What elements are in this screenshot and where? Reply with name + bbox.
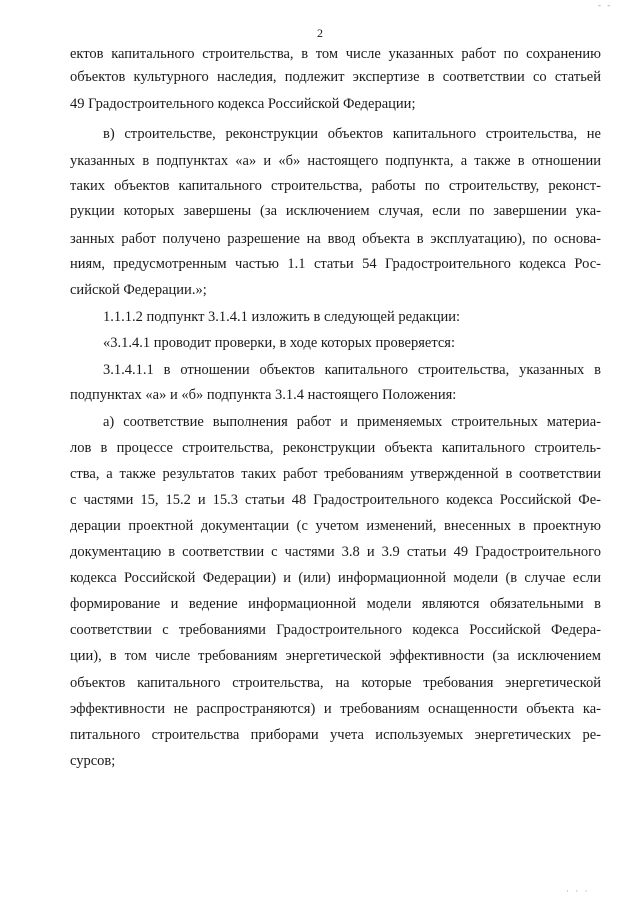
text-line: 49 Градостроительного кодекса Российской Федерации; (70, 96, 416, 112)
text-line: объектов культурного наследия, подлежит экспертизе в соответствии со статьей (70, 69, 601, 85)
text-line: документацию в соответствии с частями 3.8 и 3.9 статьи 49 Градостроительного (70, 544, 601, 560)
text-line: сурсов; (70, 753, 116, 769)
text-line: ектов капитального строительства, в том числе указанных работ по сохранению (70, 46, 601, 62)
text-line: занных работ получено разрешение на ввод объекта в эксплуатацию), по основа- (70, 231, 601, 247)
text-line: эффективности не распространяются) и требованиям оснащенности объекта ка- (70, 701, 601, 717)
text-line: «3.1.4.1 проводит проверки, в ходе которых проверяется: (103, 335, 455, 351)
text-line: ции), в том числе требованиям энергетической эффективности (за исключением (70, 648, 601, 664)
text-line: ства, а также результатов таких работ требованиям утвержденной в соответствии (70, 466, 601, 482)
text-line: лов в процессе строительства, реконструкции объекта капитального строитель- (70, 440, 601, 456)
text-line: 3.1.4.1.1 в отношении объектов капитального строительства, указанных в (103, 362, 601, 378)
text-line: в) строительстве, реконструкции объектов капитального строительства, не (103, 126, 601, 142)
text-line: а) соответствие выполнения работ и применяемых строительных материа- (103, 414, 601, 430)
text-line: объектов капитального строительства, на которые требования энергетической (70, 675, 601, 691)
scan-artifact-top: ‐ ‐ (598, 0, 613, 10)
page-number: 2 (317, 26, 323, 40)
text-line: рукции которых завершены (за исключением случая, если по завершении ука- (70, 203, 601, 219)
text-line: 1.1.1.2 подпункт 3.1.4.1 изложить в следующей редакции: (103, 309, 461, 325)
text-line: дерации проектной документации (с учетом изменений, внесенных в проектную (70, 518, 601, 534)
scan-artifact-bottom: · · · (566, 886, 590, 896)
text-line: сийской Федерации.»; (70, 282, 207, 298)
text-line: питального строительства приборами учета используемых энергетических ре- (70, 727, 601, 743)
text-line: соответствии с требованиями Градостроительного кодекса Российской Федера- (70, 622, 601, 638)
text-line: ниям, предусмотренным частью 1.1 статьи 54 Градостроительного кодекса Рос- (70, 256, 601, 272)
text-line: кодекса Российской Федерации) и (или) информационной модели (в случае если (70, 570, 601, 586)
text-line: формирование и ведение информационной модели являются обязательными в (70, 596, 601, 612)
text-line: подпунктах «а» и «б» подпункта 3.1.4 настоящего Положения: (70, 387, 457, 403)
text-line: с частями 15, 15.2 и 15.3 статьи 48 Градостроительного кодекса Российской Фе- (70, 492, 601, 508)
text-line: таких объектов капитального строительства, работы по строительству, реконст- (70, 178, 601, 194)
text-line: указанных в подпунктах «а» и «б» настоящего подпункта, а также в отношении (70, 153, 601, 169)
